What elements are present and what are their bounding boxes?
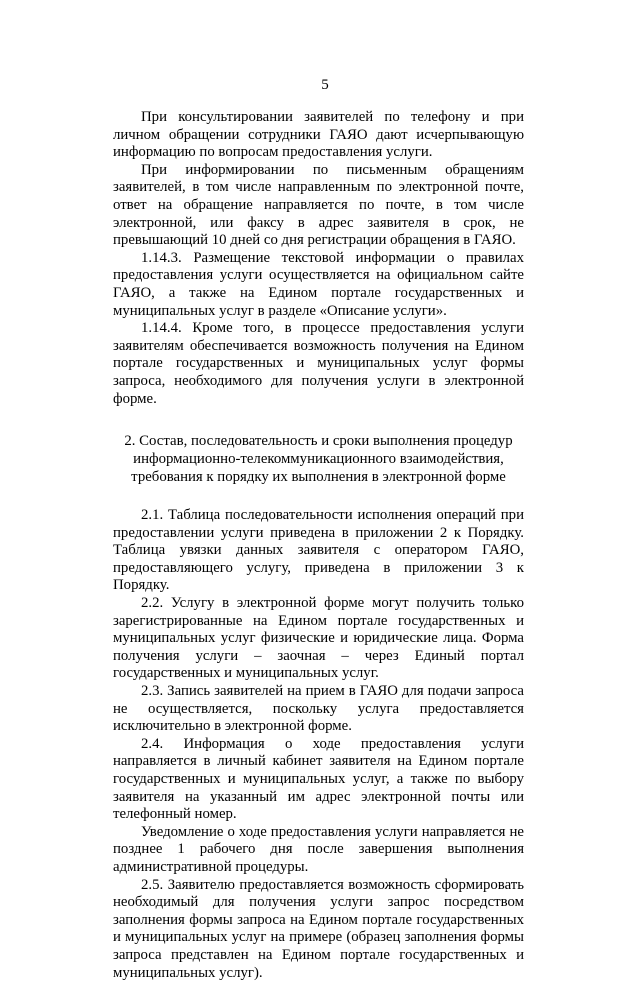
paragraph-2-1: 2.1. Таблица последовательности исполнения операций при предоставлении услуги приведена в приложении 2 к Порядку. Таблица увязки данных заявителя с оператором ГАЯО, предоставляющего услугу, приведена в приложении 3 к Порядку. <box>113 507 524 594</box>
page-number: 5 <box>321 77 329 93</box>
paragraph-notification: Уведомление о ходе предоставления услуги направляется не позднее 1 рабочего дня после завершения выполнения административной процедуры. <box>113 823 524 875</box>
document-body <box>113 109 524 982</box>
paragraph-2-5: 2.5. Заявителю предоставляется возможность сформировать необходимый для получения услуги запрос посредством заполнения формы запроса на Едином портале государственных и муниципальных услуг на примере (образец заполнения формы запроса представлен на Едином портале государственных и муниципальных услуг). <box>113 876 524 981</box>
section-title: 2. Состав, последовательность и сроки выполнения процедур информационно-телекоммуникационного взаимодействия, требования к порядку их выполнения в электронной форме <box>124 433 513 486</box>
paragraph-consulting-phone: При консультировании заявителей по телефону и при личном обращении сотрудники ГАЯО дают исчерпывающую информацию по вопросам предоставления услуги. <box>113 109 524 161</box>
paragraph-written-requests: При информировании по письменным обращениям заявителей, в том числе направленным по электронной почте, ответ на обращение направляется по почте, в том числе электронной, или факсу в адрес заявителя в срок, не превышающий 10 дней со дня регистрации обращения в ГАЯО. <box>113 161 524 249</box>
paragraph-1-14-3: 1.14.3. Размещение текстовой информации о правилах предоставления услуги осуществляется на официальном сайте ГАЯО, а также на Едином портале государственных и муниципальных услуг в разделе «Описание услуги». <box>113 249 524 319</box>
paragraph-2-4: 2.4. Информация о ходе предоставления услуги направляется в личный кабинет заявителя на Едином портале государственных и муниципальных услуг, а также по выбору заявителя на указанный им адрес электронной почты или телефонный номер. <box>113 735 524 823</box>
paragraph-2-3: 2.3. Запись заявителей на прием в ГАЯО для подачи запроса не осуществляется, поскольку услуга предоставляется исключительно в электронной форме. <box>113 683 524 735</box>
paragraph-1-14-4: 1.14.4. Кроме того, в процессе предоставления услуги заявителям обеспечивается возможность получения на Едином портале государственных и муниципальных услуг формы запроса, необходимого для получения услуги в электронной форме. <box>113 320 524 407</box>
paragraph-2-2: 2.2. Услугу в электронной форме могут получить только зарегистрированные на Едином портале государственных и муниципальных услуг физические и юридические лица. Форма получения услуги – заочная – через Единый портал государственных и муниципальных услуг. <box>113 595 524 682</box>
